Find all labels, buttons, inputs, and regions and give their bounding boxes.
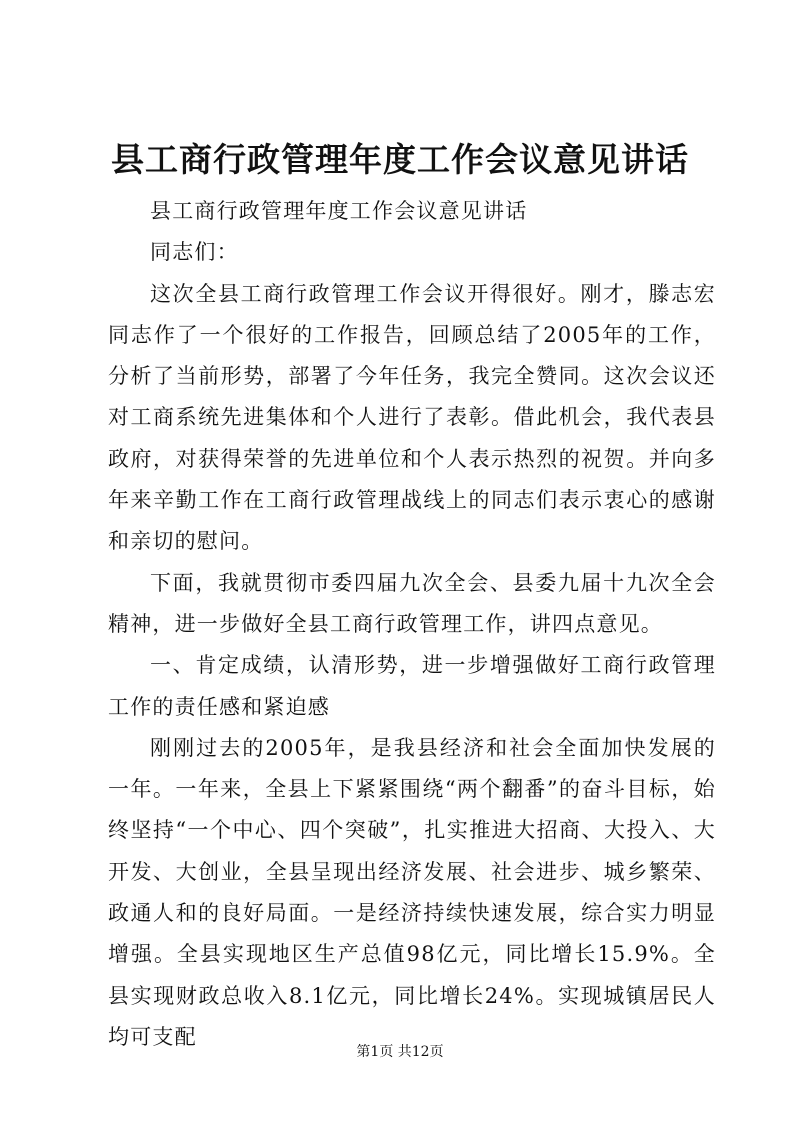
page-number: 第1页 共12页 <box>356 1044 444 1060</box>
salutation-paragraph: 同志们： <box>150 240 239 265</box>
document-body <box>108 191 716 1058</box>
body-paragraph: 这次全县工商行政管理工作会议开得很好。刚才，滕志宏同志作了一个很好的工作报告，回顾总结了2005年的工作，分析了当前形势，部署了今年任务，我完全赞同。这次会议还对工商系统先进集体和个人进行了表彰。借此机会，我代表县政府，对获得荣誉的先进单位和个人表示热烈的祝贺。并向多年来辛勤工作在工商行政管理战线上的同志们表示衷心的感谢和亲切的慰问。 <box>108 281 716 554</box>
body-paragraph: 刚刚过去的2005年，是我县经济和社会全面加快发展的一年。一年来，全县上下紧紧围绕“两个翻番”的奋斗目标，始终坚持“一个中心、四个突破”，扎实推进大招商、大投入、大开发、大创业，全县呈现出经济发展、社会进步、城乡繁荣、政通人和的良好局面。一是经济持续快速发展，综合实力明显增强。全县实现地区生产总值98亿元，同比增长15.9%。全县实现财政总收入8.1亿元，同比增长24%。实现城镇居民人均可支配 <box>108 735 716 1049</box>
subtitle-paragraph: 县工商行政管理年度工作会议意见讲话 <box>150 199 528 223</box>
body-paragraph: 下面，我就贯彻市委四届九次全会、县委九届十九次全会精神，进一步做好全县工商行政管理工作，讲四点意见。 <box>108 570 716 636</box>
section-heading: 一、肯定成绩，认清形势，进一步增强做好工商行政管理工作的责任感和紧迫感 <box>108 653 716 719</box>
page-title: 县工商行政管理年度工作会议意见讲话 <box>111 140 689 179</box>
